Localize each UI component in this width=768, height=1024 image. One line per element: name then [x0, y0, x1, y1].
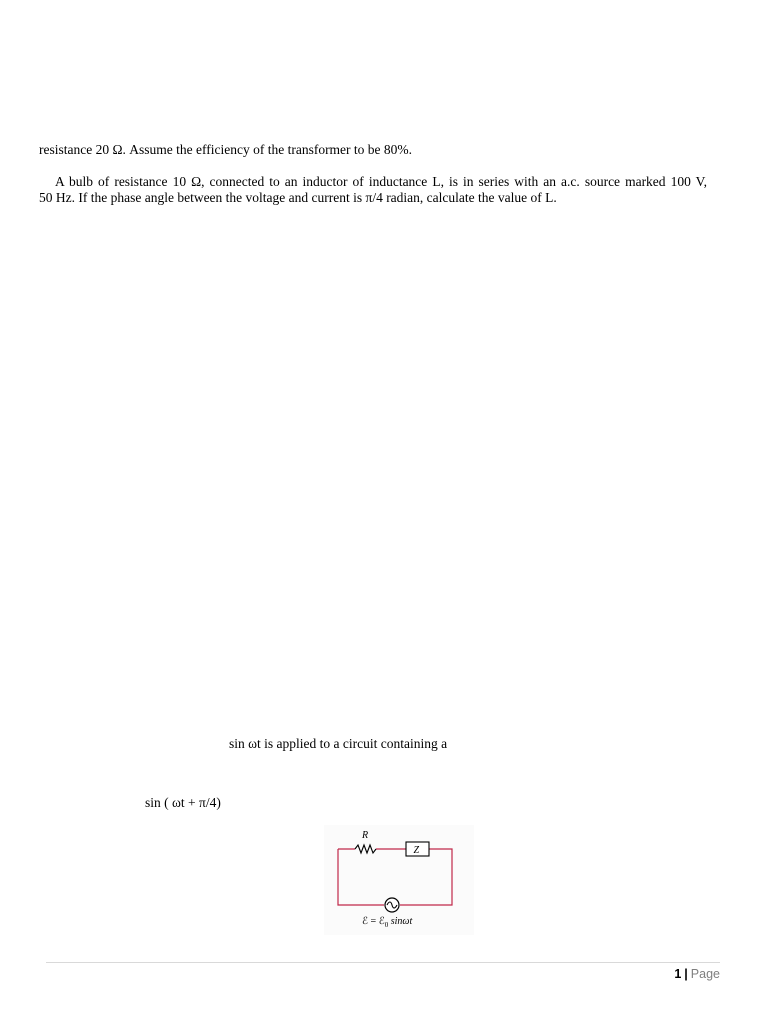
footer-divider: [46, 962, 720, 963]
circuit-svg: [324, 825, 474, 935]
circuit-diagram: [324, 825, 474, 935]
text-fragment-applied-voltage: sin ωt is applied to a circuit containing a: [229, 736, 448, 751]
footer-separator: |: [684, 967, 688, 981]
source-label-suffix: sinωt: [388, 916, 413, 927]
source-label: [362, 916, 412, 929]
text-fragment-current-phase: sin ( ωt + π/4): [145, 795, 221, 810]
page-word: Page: [690, 967, 720, 981]
source-label-subscript: 0: [384, 921, 389, 929]
circuit-loop-wire: [338, 849, 452, 905]
text-line-transformer-efficiency: resistance 20 Ω. Assume the efficiency of the transformer to be 80%.: [39, 142, 413, 157]
page-number: 1: [674, 967, 682, 981]
question-line-1: A bulb of resistance 10 Ω, connected to an inductor of inductance L, is in series with an a.c. source marked 100 V,: [55, 174, 707, 189]
resistor-symbol: [355, 845, 376, 853]
impedance-label: Z: [413, 845, 420, 856]
circuit-wires: [338, 849, 452, 905]
question-paragraph-bulb-inductor: [39, 174, 707, 206]
question-line-2: 50 Hz. If the phase angle between the voltage and current is π/4 radian, calculate the value of L.: [39, 190, 557, 205]
source-label-prefix: ℰ = ℰ: [362, 916, 385, 927]
page-footer: [674, 966, 720, 982]
resistor-label: R: [362, 830, 369, 841]
